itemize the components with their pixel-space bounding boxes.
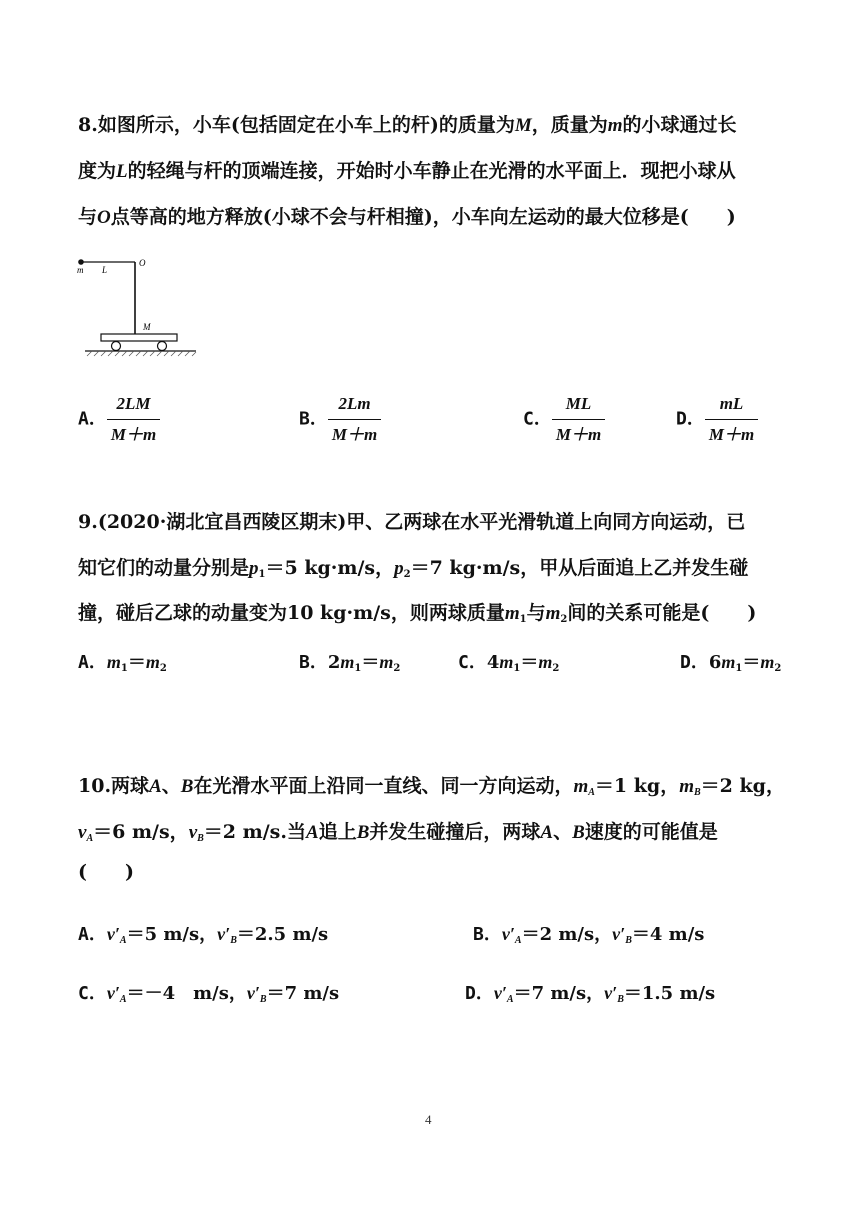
fig-label-M: M bbox=[143, 322, 151, 332]
q10-option-a[interactable]: A．$v'_A=5$ m/s，$v'_B=2.5$ m/s bbox=[78, 924, 329, 946]
q10-line-2: $v_A=6$ m/s，$v_B=2$ m/s.当A追上B并发生碰撞后，两球A、B速度的可能值是 bbox=[78, 821, 718, 844]
page-number: 4 bbox=[425, 1112, 432, 1127]
fraction: $\frac{2LM}{M+m}$ bbox=[107, 392, 160, 447]
q9-option-a[interactable]: A．$m_1=m_2$ bbox=[78, 652, 167, 674]
fig-label-O: O bbox=[139, 258, 146, 268]
fraction: $\frac{2Lm}{M+m}$ bbox=[328, 392, 381, 447]
cart-body bbox=[101, 334, 177, 341]
q8-option-b[interactable]: B． $\frac{2Lm}{M+m}$ bbox=[299, 392, 381, 447]
q8-line-2: 度为L的轻绳与杆的顶端连接，开始时小车静止在光滑的水平面上．现把小球从 bbox=[78, 160, 736, 182]
q8-line-3: 与O点等高的地方释放(小球不会与杆相撞)，小车向左运动的最大位移是( ) bbox=[78, 206, 736, 228]
q9-line-1: 9.(2020·湖北宜昌西陵区期末)甲、乙两球在水平光滑轨道上向同方向运动，已 bbox=[78, 511, 746, 533]
fig-label-m: m bbox=[77, 265, 84, 275]
q10-line-3: ( ) bbox=[78, 861, 134, 883]
q10-option-b[interactable]: B．$v'_A=2$ m/s，$v'_B=4$ m/s bbox=[473, 924, 705, 946]
ground-hatch bbox=[87, 351, 196, 356]
fraction: $\frac{mL}{M+m}$ bbox=[705, 392, 758, 447]
q9-option-c[interactable]: C．$4m_1=m_2$ bbox=[458, 652, 560, 674]
q10-option-d[interactable]: D．$v'_A=7$ m/s，$v'_B=1.5$ m/s bbox=[465, 983, 716, 1005]
cart-pendulum-figure bbox=[70, 250, 210, 362]
q8-option-d[interactable]: D． $\frac{mL}{M+m}$ bbox=[676, 392, 758, 447]
q8-line-1: 8.如图所示，小车(包括固定在小车上的杆)的质量为M，质量为m的小球通过长 bbox=[78, 114, 737, 136]
q9-option-d[interactable]: D．$6m_1=m_2$ bbox=[680, 652, 782, 674]
fraction: $\frac{ML}{M+m}$ bbox=[552, 392, 605, 447]
q9-line-2: 知它们的动量分别是$p_1=5$ kg·m/s，$p_2=7$ kg·m/s，甲从后面追上乙并发生碰 bbox=[78, 557, 749, 580]
q10-line-1: 10.两球A、B在光滑水平面上沿同一直线、同一方向运动，$m_A=1$ kg，$m_B=2$ kg， bbox=[78, 775, 785, 798]
wheel-left bbox=[112, 342, 121, 351]
wheel-right bbox=[158, 342, 167, 351]
fig-label-L: L bbox=[102, 265, 108, 275]
q10-option-c[interactable]: C．$v'_A=-4$ m/s，$v'_B=7$ m/s bbox=[78, 983, 340, 1005]
q9-option-b[interactable]: B．$2m_1=m_2$ bbox=[299, 652, 401, 674]
q8-option-c[interactable]: C． $\frac{ML}{M+m}$ bbox=[523, 392, 605, 447]
q9-line-3: 撞，碰后乙球的动量变为10 kg·m/s，则两球质量$m_1$与$m_2$间的关系可能是( ) bbox=[78, 602, 757, 625]
q8-option-a[interactable]: A． $\frac{2LM}{M+m}$ bbox=[78, 392, 160, 447]
